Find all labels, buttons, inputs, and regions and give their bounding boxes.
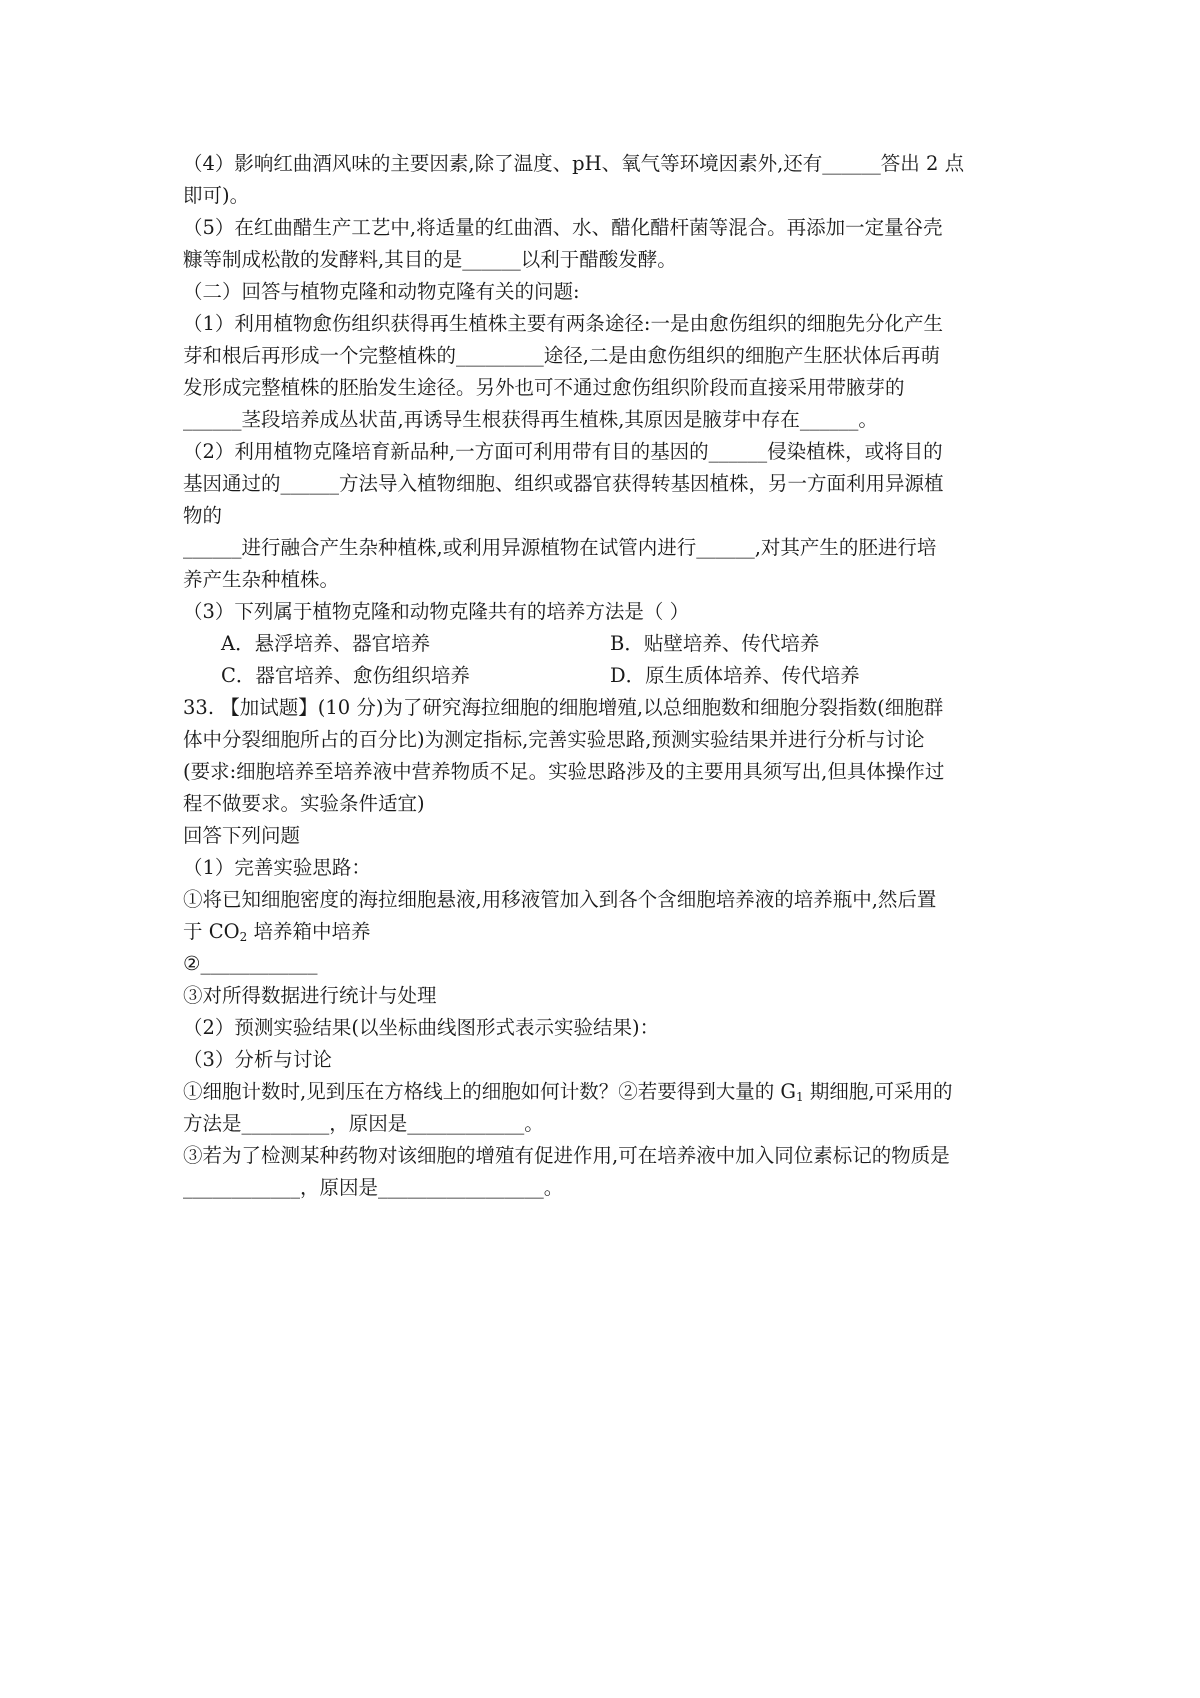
- options-row-ab: [183, 628, 1033, 660]
- text-line: 基因通过的______方法导入植物细胞、组织或器官获得转基因植株，另一方面利用异源植: [183, 472, 944, 495]
- co2-post: 培养箱中培养: [247, 920, 371, 943]
- text-line: ______茎段培养成丛状苗,再诱导生根获得再生植株,其原因是腋芽中存在______。: [183, 408, 878, 431]
- g1-post: 期细胞,可采用的: [803, 1080, 953, 1103]
- text-line: 体中分裂细胞所占的百分比)为测定指标,完善实验思路,预测实验结果并进行分析与讨论: [183, 728, 925, 751]
- text-line: 即可)。: [183, 184, 250, 207]
- question-33-title: 33. 【加试题】(10 分)为了研究海拉细胞的细胞增殖,以总细胞数和细胞分裂指数(细胞群: [183, 696, 944, 719]
- option-a: A．悬浮培养、器官培养: [221, 632, 431, 655]
- text-line: ①将已知细胞密度的海拉细胞悬液,用移液管加入到各个含细胞培养液的培养瓶中,然后置: [183, 888, 937, 911]
- options-row-cd: [183, 660, 1033, 692]
- text-line-co2: [183, 916, 1033, 948]
- option-b: B．贴壁培养、传代培养: [610, 632, 820, 655]
- g1-subscript: 1: [795, 1090, 804, 1104]
- text-line: ______进行融合产生杂种植株,或利用异源植物在试管内进行______,对其产生的胚进行培: [183, 536, 937, 559]
- co2-pre: 于 CO: [183, 920, 240, 943]
- text-line: （1）利用植物愈伤组织获得再生植株主要有两条途径:一是由愈伤组织的细胞先分化产生: [183, 312, 943, 335]
- text-line: 程不做要求。实验条件适宜): [183, 792, 425, 815]
- text-line: 物的: [183, 504, 223, 527]
- text-line-g1: [183, 1076, 1033, 1108]
- text-line: （1）完善实验思路：: [183, 856, 371, 879]
- text-line: 发形成完整植株的胚胎发生途径。另外也可不通过愈伤组织阶段而直接采用带腋芽的: [183, 376, 905, 399]
- document-page: [183, 148, 1033, 1204]
- text-line: （4）影响红曲酒风味的主要因素,除了温度、pH、氧气等环境因素外,还有______答出 2 点: [183, 152, 965, 175]
- text-line: （2）利用植物克隆培育新品种,一方面可利用带有目的基因的______侵染植株，或将目的: [183, 440, 943, 463]
- text-line: ②____________: [183, 952, 318, 975]
- text-line: （2）预测实验结果(以坐标曲线图形式表示实验结果)：: [183, 1016, 660, 1039]
- g1-pre: ①细胞计数时,见到压在方格线上的细胞如何计数？②若要得到大量的 G: [183, 1080, 796, 1103]
- text-line: （3）分析与讨论: [183, 1048, 332, 1071]
- text-line: 芽和根后再形成一个完整植株的_________途径,二是由愈伤组织的细胞产生胚状体后再萌: [183, 344, 940, 367]
- text-line: （5）在红曲醋生产工艺中,将适量的红曲酒、水、醋化醋杆菌等混合。再添加一定量谷壳: [183, 216, 943, 239]
- text-line: 方法是_________，原因是____________。: [183, 1112, 544, 1135]
- text-line: 回答下列问题: [183, 824, 301, 847]
- option-c: C．器官培养、愈伤组织培养: [221, 664, 470, 687]
- text-line: ③若为了检测某种药物对该细胞的增殖有促进作用,可在培养液中加入同位素标记的物质是: [183, 1144, 950, 1167]
- section-heading: （二）回答与植物克隆和动物克隆有关的问题:: [183, 280, 580, 303]
- text-line: (要求:细胞培养至培养液中营养物质不足。实验思路涉及的主要用具须写出,但具体操作过: [183, 760, 945, 783]
- co2-subscript: 2: [239, 930, 248, 944]
- text-line: 糠等制成松散的发酵料,其目的是______以利于醋酸发酵。: [183, 248, 677, 271]
- text-line: ③对所得数据进行统计与处理: [183, 984, 437, 1007]
- text-line: ____________，原因是_________________。: [183, 1176, 564, 1199]
- text-line: 养产生杂种植株。: [183, 568, 340, 591]
- question-text: （3）下列属于植物克隆和动物克隆共有的培养方法是（ ）: [183, 600, 690, 623]
- option-d: D．原生质体培养、传代培养: [610, 664, 860, 687]
